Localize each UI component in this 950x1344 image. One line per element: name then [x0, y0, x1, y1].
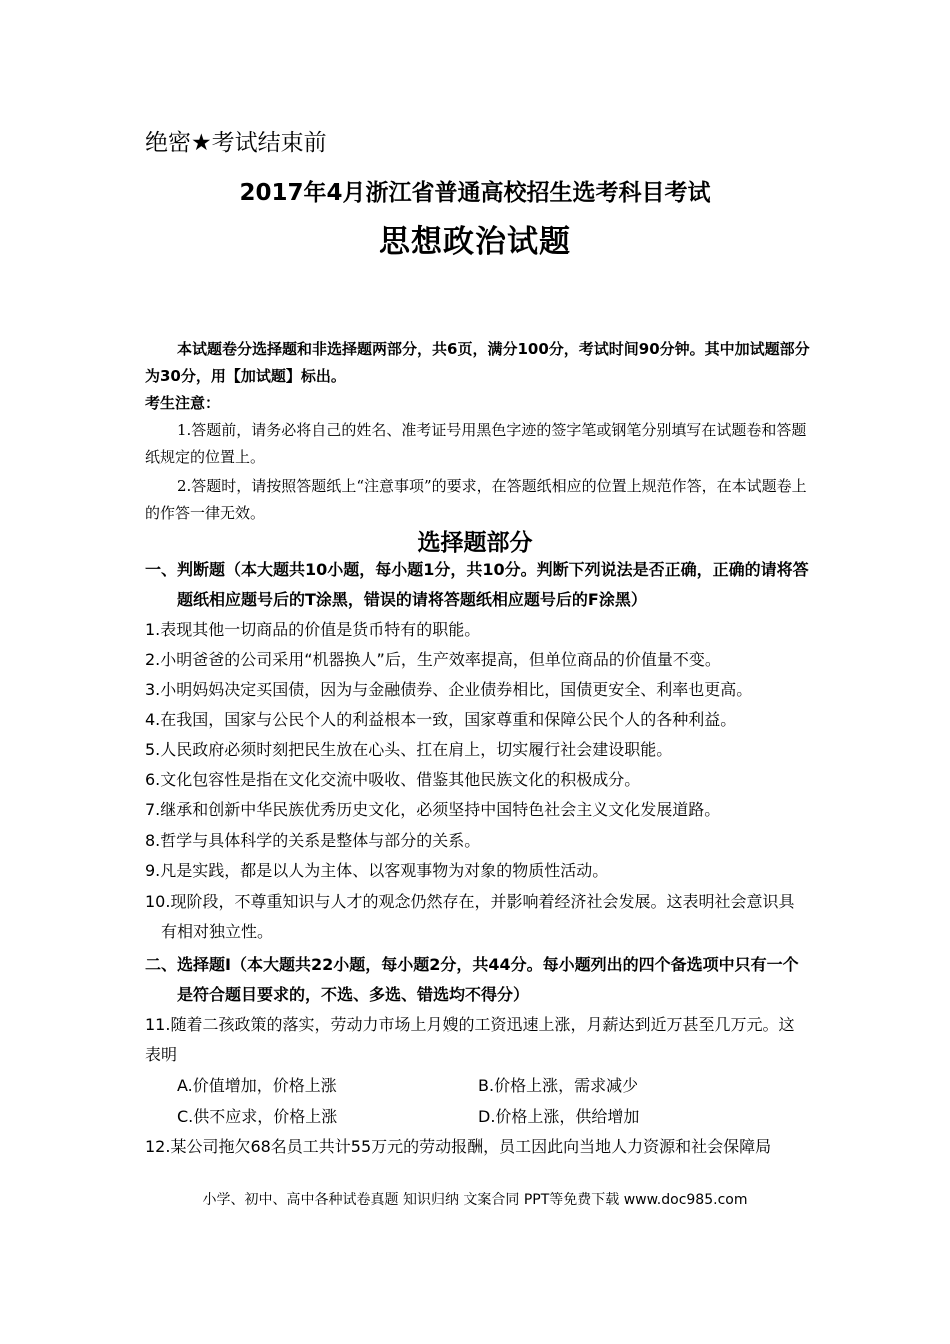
- notice-item: 2.答题时，请按照答题纸上“注意事项”的要求，在答题纸相应的位置上规范作答，在本试题卷上的作答一律无效。: [145, 477, 807, 522]
- option-b: B.价格上涨，需求减少: [478, 1076, 639, 1095]
- question-stem: 11.随着二孩政策的落实，劳动力市场上月嫂的工资迅速上涨，月薪达到近万甚至几万元。这表明: [145, 1015, 795, 1064]
- notice-item: 1.答题前，请务必将自己的姓名、准考证号用黑色字迹的签字笔或钢笔分别填写在试题卷和答题纸规定的位置上。: [145, 421, 807, 466]
- intro-paragraph: 本试题卷分选择题和非选择题两部分，共6页，满分100分，考试时间90分钟。其中加试题部分为30分，用【加试题】标出。: [145, 340, 810, 385]
- option-d: D.价格上涨，供给增加: [478, 1107, 640, 1126]
- question-item: 4.在我国，国家与公民个人的利益根本一致，国家尊重和保障公民个人的各种利益。: [145, 710, 737, 729]
- option-c: C.供不应求，价格上涨: [177, 1107, 338, 1126]
- subject-title: 思想政治试题: [379, 224, 571, 260]
- section-title: 选择题部分: [417, 530, 533, 556]
- question-item: 7.继承和创新中华民族优秀历史文化，必须坚持中国特色社会主义文化发展道路。: [145, 800, 721, 819]
- notice-heading: 考生注意：: [145, 394, 221, 412]
- question-stem: 12.某公司拖欠68名员工共计55万元的劳动报酬，员工因此向当地人力资源和社会保障局: [145, 1137, 772, 1156]
- question-item: 2.小明爸爸的公司采用“机器换人”后，生产效率提高，但单位商品的价值量不变。: [145, 650, 721, 669]
- question-item: 1.表现其他一切商品的价值是货币特有的职能。: [145, 620, 481, 639]
- exam-title: 2017年4月浙江省普通高校招生选考科目考试: [239, 180, 711, 206]
- question-item: 10.现阶段，不尊重知识与人才的观念仍然存在，并影响着经济社会发展。这表明社会意识具有相对独立性。: [145, 892, 795, 941]
- question-item: 8.哲学与具体科学的关系是整体与部分的关系。: [145, 831, 481, 850]
- secret-mark: 绝密★考试结束前: [145, 130, 327, 156]
- question-item: 6.文化包容性是指在文化交流中吸收、借鉴其他民族文化的积极成分。: [145, 770, 641, 789]
- page-footer: 小学、初中、高中各种试卷真题 知识归纳 文案合同 PPT等免费下载 www.doc985.com: [202, 1192, 748, 1208]
- option-a: A.价值增加，价格上涨: [177, 1076, 337, 1095]
- part1-heading: 一、判断题（本大题共10小题，每小题1分，共10分。判断下列说法是否正确，正确的请将答题纸相应题号后的T涂黑，错误的请将答题纸相应题号后的F涂黑）: [145, 560, 809, 609]
- question-item: 5.人民政府必须时刻把民生放在心头、扛在肩上，切实履行社会建设职能。: [145, 740, 673, 759]
- question-item: 3.小明妈妈决定买国债，因为与金融债券、企业债券相比，国债更安全、利率也更高。: [145, 680, 753, 699]
- question-item: 9.凡是实践，都是以人为主体、以客观事物为对象的物质性活动。: [145, 861, 609, 880]
- part2-heading: 二、选择题Ⅰ（本大题共22小题，每小题2分，共44分。每小题列出的四个备选项中只有一个是符合题目要求的，不选、多选、错选均不得分）: [145, 955, 799, 1004]
